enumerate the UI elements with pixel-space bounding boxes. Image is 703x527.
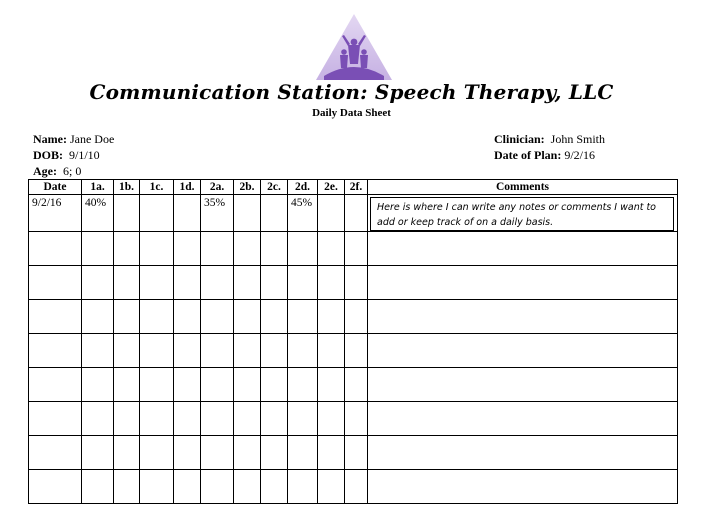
data-cell[interactable]: [318, 368, 345, 402]
table-row: [29, 300, 678, 334]
data-cell[interactable]: [114, 402, 140, 436]
people-triangle-logo-icon: [314, 12, 394, 84]
data-cell[interactable]: [82, 266, 114, 300]
data-cell[interactable]: [234, 266, 261, 300]
table-row: [29, 195, 678, 232]
data-cell[interactable]: [261, 402, 288, 436]
patient-name-line: [33, 131, 114, 147]
data-cell[interactable]: [234, 470, 261, 504]
data-cell[interactable]: [318, 470, 345, 504]
data-cell[interactable]: [114, 368, 140, 402]
data-cell[interactable]: [29, 402, 82, 436]
data-cell[interactable]: [140, 300, 174, 334]
name-label: Name:: [33, 132, 67, 146]
data-cell[interactable]: [234, 300, 261, 334]
data-cell[interactable]: [29, 266, 82, 300]
plan-date-label: Date of Plan:: [494, 148, 562, 162]
data-cell[interactable]: [234, 195, 261, 232]
data-cell[interactable]: [114, 232, 140, 266]
data-cell[interactable]: [288, 470, 318, 504]
data-cell[interactable]: [345, 470, 368, 504]
plan-date: 9/2/16: [564, 148, 595, 162]
data-cell[interactable]: [318, 232, 345, 266]
data-cell[interactable]: [114, 436, 140, 470]
data-cell[interactable]: [234, 334, 261, 368]
data-cell[interactable]: 35%: [201, 195, 234, 232]
data-cell[interactable]: [140, 266, 174, 300]
data-cell[interactable]: [345, 195, 368, 232]
data-cell[interactable]: [345, 232, 368, 266]
table-row: [29, 436, 678, 470]
data-cell[interactable]: [345, 402, 368, 436]
data-cell[interactable]: [345, 436, 368, 470]
data-cell[interactable]: [174, 402, 201, 436]
data-cell[interactable]: [82, 334, 114, 368]
data-cell[interactable]: [261, 368, 288, 402]
data-cell[interactable]: [345, 368, 368, 402]
data-cell[interactable]: [29, 232, 82, 266]
data-cell[interactable]: [345, 266, 368, 300]
data-cell[interactable]: [318, 195, 345, 232]
data-cell[interactable]: [234, 436, 261, 470]
column-header: 1d.: [174, 180, 201, 195]
data-cell[interactable]: [174, 232, 201, 266]
comment-cell[interactable]: [368, 402, 678, 436]
plan-info: [494, 131, 605, 163]
clinician-name: John Smith: [550, 132, 606, 146]
patient-name: Jane Doe: [69, 132, 115, 146]
data-cell[interactable]: [201, 334, 234, 368]
patient-age: 6; 0: [63, 164, 82, 178]
column-header: 1c.: [140, 180, 174, 195]
data-cell[interactable]: [261, 195, 288, 232]
data-cell[interactable]: [174, 300, 201, 334]
column-header: Comments: [368, 180, 678, 195]
table-row: [29, 368, 678, 402]
column-header: 2a.: [201, 180, 234, 195]
comment-note: Here is where I can write any notes or comments I want to add or keep track of on a daily basis.: [370, 197, 674, 231]
data-cell[interactable]: [140, 470, 174, 504]
data-cell[interactable]: [318, 266, 345, 300]
data-cell[interactable]: [345, 300, 368, 334]
data-cell[interactable]: [288, 266, 318, 300]
data-cell[interactable]: [140, 436, 174, 470]
data-cell[interactable]: [82, 470, 114, 504]
comment-cell[interactable]: [368, 266, 678, 300]
data-cell[interactable]: [82, 232, 114, 266]
data-cell[interactable]: [29, 368, 82, 402]
table-row: [29, 232, 678, 266]
data-cell[interactable]: [318, 334, 345, 368]
table-row: [29, 402, 678, 436]
company-title: Communication Station: Speech Therapy, LLC: [89, 80, 614, 104]
data-cell[interactable]: [140, 402, 174, 436]
data-cell[interactable]: [174, 195, 201, 232]
data-cell[interactable]: [201, 266, 234, 300]
data-cell[interactable]: [140, 195, 174, 232]
data-cell[interactable]: [288, 232, 318, 266]
data-cell[interactable]: [201, 368, 234, 402]
data-cell[interactable]: 40%: [82, 195, 114, 232]
data-cell[interactable]: [140, 368, 174, 402]
patient-dob-line: [33, 147, 114, 163]
column-header: 2b.: [234, 180, 261, 195]
data-cell[interactable]: [29, 334, 82, 368]
sheet-subtitle: Daily Data Sheet: [312, 107, 391, 119]
data-cell[interactable]: [174, 334, 201, 368]
data-cell[interactable]: [174, 436, 201, 470]
column-header: 1a.: [82, 180, 114, 195]
column-header: 2e.: [318, 180, 345, 195]
column-header: Date: [29, 180, 82, 195]
data-cell[interactable]: [82, 436, 114, 470]
data-cell[interactable]: [318, 300, 345, 334]
data-cell[interactable]: [174, 266, 201, 300]
comment-cell[interactable]: [368, 368, 678, 402]
data-cell[interactable]: [174, 368, 201, 402]
clinician-label: Clinician:: [494, 132, 545, 146]
data-cell[interactable]: [261, 334, 288, 368]
data-cell[interactable]: [288, 436, 318, 470]
column-header: 2d.: [288, 180, 318, 195]
data-cell[interactable]: [114, 334, 140, 368]
data-cell[interactable]: [82, 368, 114, 402]
data-cell[interactable]: [288, 300, 318, 334]
data-cell[interactable]: [201, 402, 234, 436]
patient-dob: 9/1/10: [69, 148, 100, 162]
clinician-line: [494, 131, 605, 147]
comment-cell[interactable]: [368, 334, 678, 368]
data-cell[interactable]: [318, 436, 345, 470]
data-cell[interactable]: 9/2/16: [29, 195, 82, 232]
data-cell[interactable]: [114, 470, 140, 504]
column-header: 2f.: [345, 180, 368, 195]
data-cell[interactable]: [261, 266, 288, 300]
data-cell[interactable]: [234, 368, 261, 402]
data-cell[interactable]: [174, 470, 201, 504]
data-cell[interactable]: [318, 402, 345, 436]
data-cell[interactable]: [261, 436, 288, 470]
data-cell[interactable]: [288, 334, 318, 368]
patient-age-line: [33, 163, 114, 179]
data-cell[interactable]: [201, 232, 234, 266]
table-row: [29, 266, 678, 300]
data-cell[interactable]: [140, 334, 174, 368]
header-row: [29, 180, 678, 195]
data-cell[interactable]: [261, 300, 288, 334]
data-cell[interactable]: [234, 232, 261, 266]
data-cell[interactable]: [114, 300, 140, 334]
dob-label: DOB:: [33, 148, 63, 162]
data-cell[interactable]: [261, 232, 288, 266]
plan-date-line: [494, 147, 605, 163]
age-label: Age:: [33, 164, 57, 178]
column-header: 1b.: [114, 180, 140, 195]
data-cell[interactable]: 45%: [288, 195, 318, 232]
data-cell[interactable]: [234, 402, 261, 436]
data-cell[interactable]: [201, 300, 234, 334]
data-cell[interactable]: [288, 402, 318, 436]
data-cell[interactable]: [82, 300, 114, 334]
data-cell[interactable]: [29, 300, 82, 334]
data-cell[interactable]: [201, 436, 234, 470]
data-cell[interactable]: [82, 402, 114, 436]
data-cell[interactable]: [261, 470, 288, 504]
column-header: 2c.: [261, 180, 288, 195]
data-cell[interactable]: [29, 436, 82, 470]
comment-cell[interactable]: [368, 300, 678, 334]
data-cell[interactable]: [345, 334, 368, 368]
comment-cell[interactable]: [368, 436, 678, 470]
data-cell[interactable]: [288, 368, 318, 402]
data-table: [28, 179, 678, 504]
data-cell[interactable]: [29, 470, 82, 504]
data-cell[interactable]: [114, 266, 140, 300]
patient-info: [33, 131, 114, 179]
data-cell[interactable]: [114, 195, 140, 232]
comment-cell[interactable]: [368, 470, 678, 504]
comment-cell[interactable]: [368, 195, 678, 232]
data-cell[interactable]: [201, 470, 234, 504]
comment-cell[interactable]: [368, 232, 678, 266]
data-cell[interactable]: [140, 232, 174, 266]
table-row: [29, 334, 678, 368]
table-row: [29, 470, 678, 504]
